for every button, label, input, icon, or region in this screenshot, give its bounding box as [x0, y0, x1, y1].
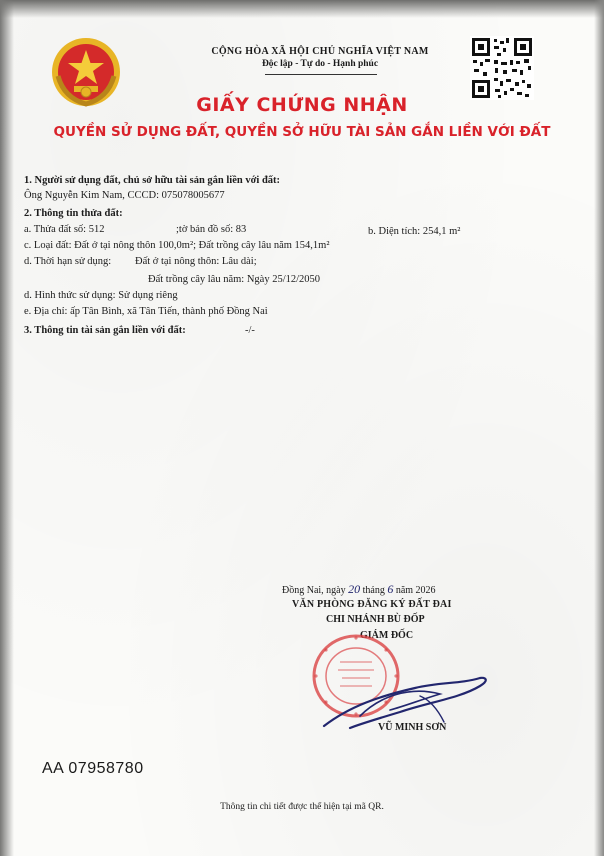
usage-term-label: d. Thời hạn sử dụng:: [24, 256, 112, 267]
motto-underline: [265, 74, 377, 75]
qr-code-icon: [470, 36, 534, 100]
parcel-number: a. Thửa đất số: 512: [24, 224, 105, 235]
asset-info: -/-: [245, 325, 255, 336]
section1-heading: 1. Người sử dụng đất, chủ sở hữu tài sản gắn liền với đất:: [24, 175, 281, 186]
issue-month: 6: [387, 582, 394, 596]
parcel-address: e. Địa chỉ: ấp Tân Bình, xã Tân Tiến, thành phố Đồng Nai: [24, 306, 268, 317]
footer-note: Thông tin chi tiết được thể hiện tại mã QR.: [220, 802, 384, 812]
owner-info: Ông Nguyễn Kim Nam, CCCD: 075078005677: [24, 190, 225, 201]
certificate-subtitle: QUYỀN SỬ DỤNG ĐẤT, QUYỀN SỞ HỮU TÀI SẢN GẮN LIỀN VỚI ĐẤT: [53, 124, 551, 140]
usage-term-line1: Đất ở tại nông thôn: Lâu dài;: [135, 256, 257, 267]
month-label: tháng: [362, 585, 385, 596]
section2-heading: 2. Thông tin thửa đất:: [24, 208, 123, 219]
section3-heading: 3. Thông tin tài sản gắn liền với đất:: [24, 325, 186, 336]
national-name: CỘNG HÒA XÃ HỘI CHỦ NGHĨA VIỆT NAM: [211, 46, 429, 57]
issuing-branch: CHI NHÁNH BÙ ĐỐP: [326, 614, 425, 625]
national-motto: Độc lập - Tự do - Hạnh phúc: [261, 59, 379, 69]
signer-position: GIÁM ĐỐC: [360, 630, 414, 641]
issue-day: 20: [348, 582, 361, 596]
land-area: b. Diện tích: 254,1 m²: [368, 226, 461, 237]
land-type: c. Loại đất: Đất ở tại nông thôn 100,0m²; Đất trồng cây lâu năm 154,1m²: [24, 240, 330, 251]
usage-term-line2: Đất trồng cây lâu năm: Ngày 25/12/2050: [148, 274, 321, 285]
signer-name: VŨ MINH SƠN: [378, 722, 447, 733]
scan-edge-top: [0, 0, 604, 18]
issue-year: năm 2026: [395, 585, 436, 596]
issue-date: [282, 582, 436, 597]
certificate-title: GIẤY CHỨNG NHẬN: [196, 94, 408, 116]
serial-number: AA 07958780: [42, 760, 144, 777]
usage-form: d. Hình thức sử dụng: Sử dụng riêng: [24, 290, 178, 301]
date-prefix: Đồng Nai, ngày: [282, 585, 346, 596]
issuing-office: VĂN PHÒNG ĐĂNG KÝ ĐẤT ĐAI: [292, 599, 452, 610]
map-sheet: ;tờ bản đồ số: 83: [176, 224, 247, 235]
